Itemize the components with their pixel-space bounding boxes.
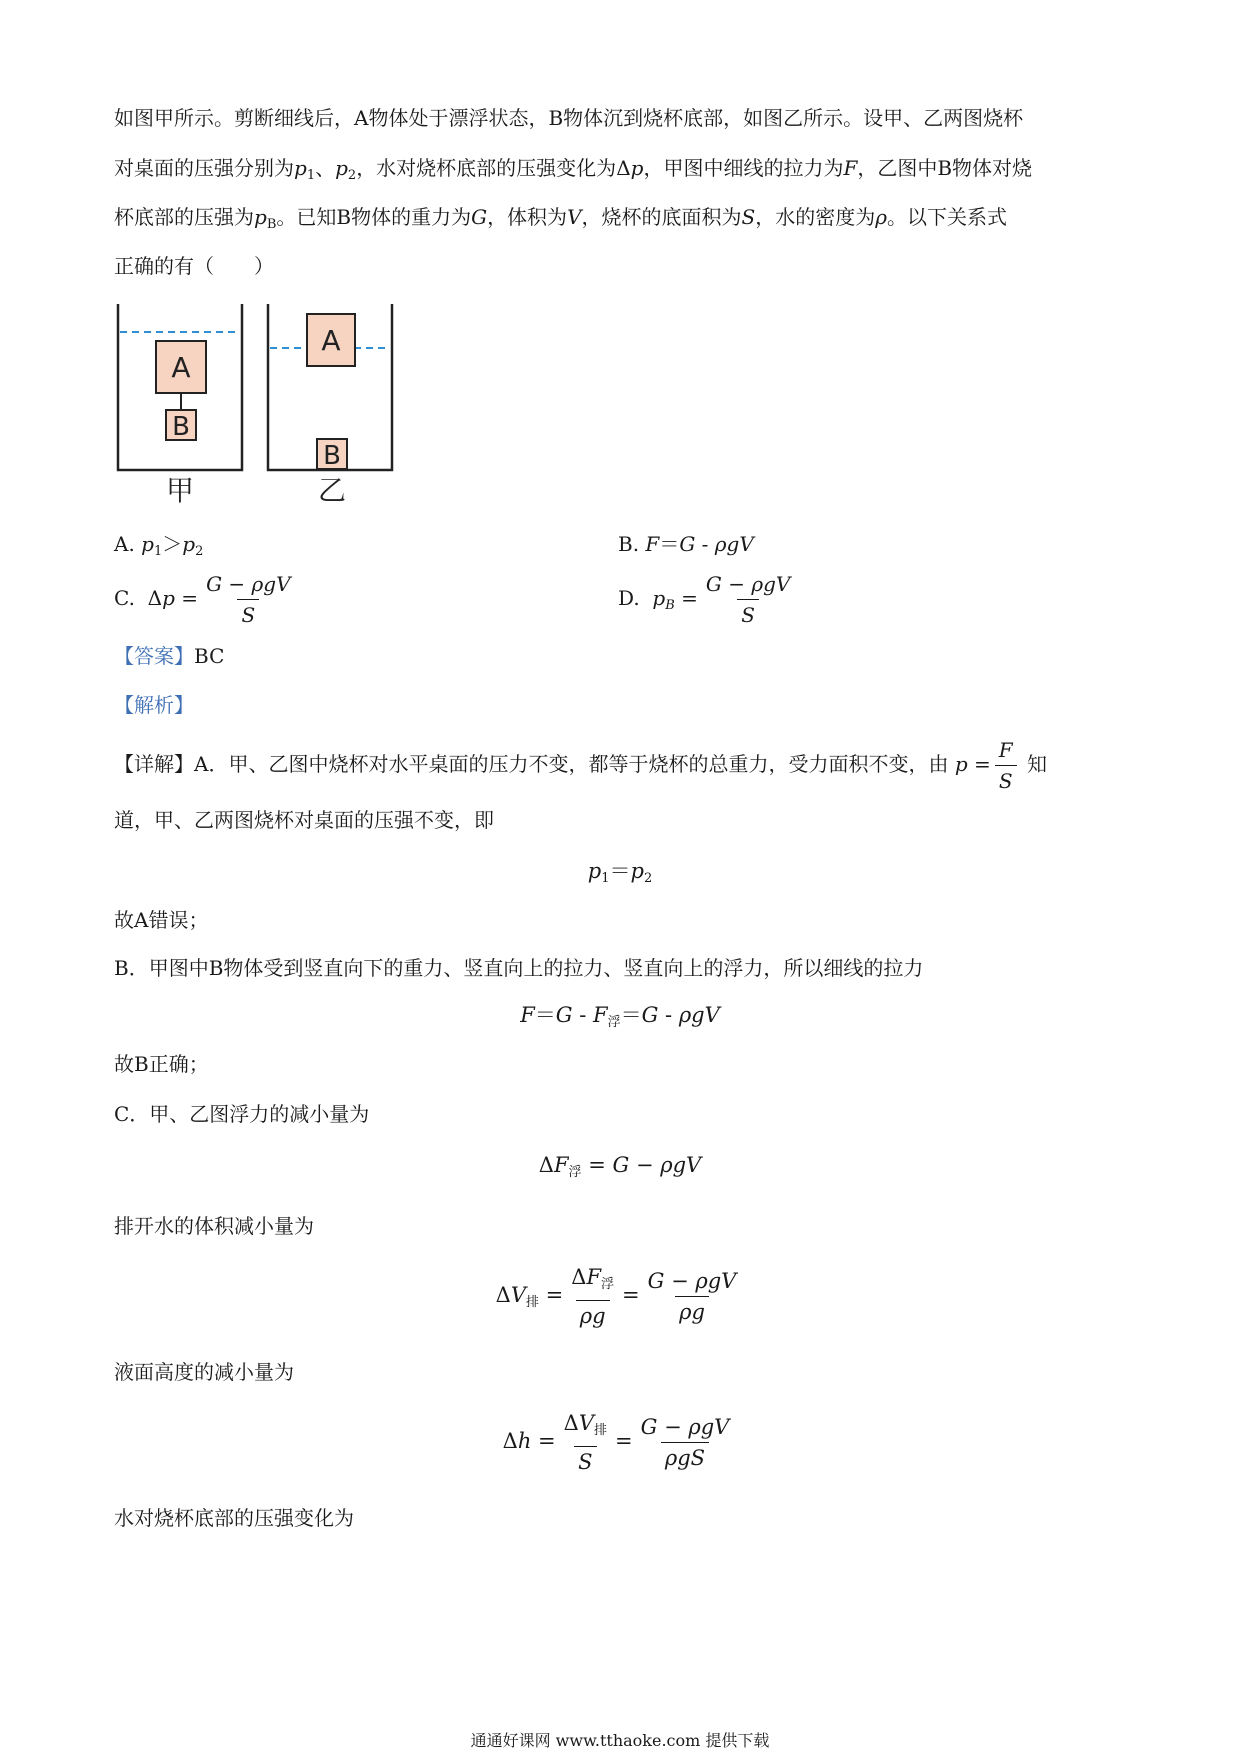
equation-delta-h: Δh = $\frac{\Delta V_排}{S}$ = $\frac{\text{G − ρgV}}{\text{ρgS}}$ [0,1408,1240,1477]
detail-a-conclusion: 故A错误； [114,908,209,932]
caption-jia: 甲 [165,474,195,507]
detail-c-line-3: 液面高度的减小量为 [114,1360,294,1384]
detail-b-line: B．甲图中B物体受到竖直向下的重力、竖直向上的拉力、竖直向上的浮力，所以细线的拉力 [114,956,924,980]
detail-c-line-1: C．甲、乙图浮力的减小量为 [114,1102,370,1126]
svg-text:A: A [171,351,191,384]
option-d[interactable]: D. $p_B$ = $\frac{\text{G − ρgV}}{S}$ [618,568,798,636]
equation-delta-v: $\Delta V_排$ = $\frac{\Delta F_浮}{\rho g}$ = $\frac{\text{G − ρgV}}{\rho g}$ [0,1262,1240,1333]
footer-text: 通通好课网 www.tthaoke.com 提供下载 [470,1731,770,1750]
question-line-4: 正确的有（ ） [114,254,274,278]
detail-b-conclusion: 故B正确； [114,1052,209,1076]
question-line-1: 如图甲所示。剪断细线后，A物体处于漂浮状态，B物体沉到烧杯底部，如图乙所示。设甲、乙两图烧杯 [114,106,1024,130]
detail-c-line-2: 排开水的体积减小量为 [114,1214,314,1238]
option-b[interactable]: B. F＝G - ρgV [618,532,754,556]
equation-delta-f: $\Delta F_浮 = G - \rho gV$ [538,1153,702,1180]
question-line-3: 杯底部的压强为$p_B$。已知B物体的重力为G，体积为V，烧杯的底面积为S，水的密度为ρ。以下关系式 [114,205,1007,232]
equation-tension: $F=G - F_浮=G - \rho gV$ [520,1003,720,1030]
equation-p1-p2: $p_1=p_2$ [587,859,653,886]
detail-a-line-2: 道，甲、乙两图烧杯对桌面的压强不变，即 [114,808,494,832]
answer-tag: 【答案】 [114,644,194,668]
detail-tag: 【详解】 [114,752,194,776]
answer-value: BC [194,644,225,668]
svg-text:B: B [323,441,341,471]
caption-yi: 乙 [317,474,347,507]
question-line-2: 对桌面的压强分别为$p_1$、$p_2$，水对烧杯底部的压强变化为Δp，甲图中细线的拉力为F，乙图中B物体对烧 [114,156,1033,183]
detail-a-line-1: 【详解】A．甲、乙图中烧杯对水平桌面的压力不变，都等于烧杯的总重力，受力面积不变，由 p = $\frac{F}{S}$ 知 [114,734,1047,796]
svg-text:B: B [172,412,190,442]
beaker-figure [110,298,410,508]
svg-text:A: A [321,324,341,357]
option-c[interactable]: C. Δp = $\frac{\text{G − ρgV}}{S}$ [114,568,299,630]
analysis-tag: 【解析】 [114,693,194,717]
detail-c-line-4: 水对烧杯底部的压强变化为 [114,1506,354,1530]
answer-line [114,642,224,670]
option-a[interactable]: A. $p_1>p_2$ [114,532,204,559]
